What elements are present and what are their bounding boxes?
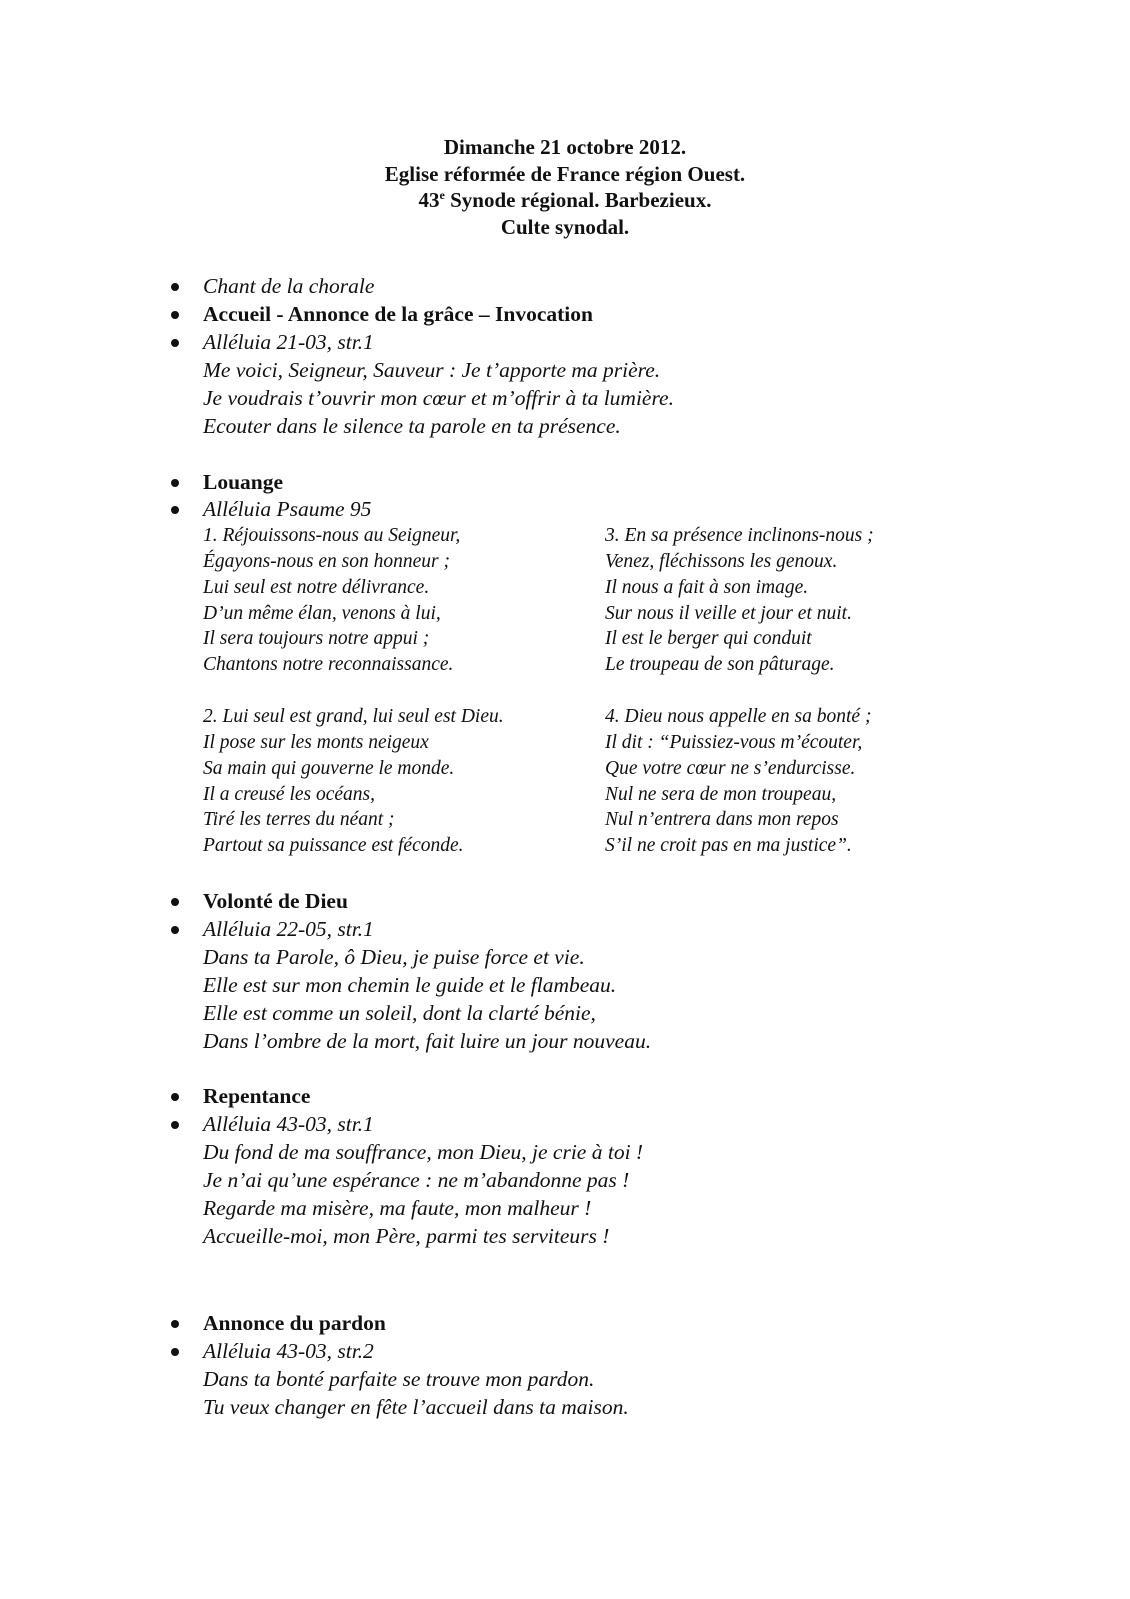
hymn-line: Elle est comme un soleil, dont la clarté bénie, bbox=[203, 1001, 596, 1025]
synod-ordinal-sup: e bbox=[439, 188, 445, 202]
stanza-line: Égayons-nous en son honneur ; bbox=[203, 551, 450, 572]
stanza-line: Le troupeau de son pâturage. bbox=[605, 654, 835, 675]
header-church: Eglise réformée de France région Ouest. bbox=[384, 162, 746, 186]
hymn-line: Ecouter dans le silence ta parole en ta présence. bbox=[203, 414, 621, 438]
section-label: Louange bbox=[203, 470, 284, 494]
bullet-icon bbox=[171, 339, 179, 347]
bullet-icon bbox=[171, 1121, 179, 1129]
synod-number: 43 bbox=[418, 188, 440, 212]
stanza-line: Il a creusé les océans, bbox=[203, 784, 376, 805]
stanza-line: Lui seul est notre délivrance. bbox=[203, 577, 430, 598]
bullet-icon bbox=[171, 898, 179, 906]
hymn-reference: Alléluia Psaume 95 bbox=[203, 497, 372, 521]
hymn-reference: Alléluia 43-03, str.2 bbox=[203, 1339, 374, 1363]
hymn-line: Je n’ai qu’une espérance : ne m’abandonne pas ! bbox=[203, 1168, 630, 1192]
hymn-line: Me voici, Seigneur, Sauveur : Je t’apporte ma prière. bbox=[203, 358, 661, 382]
stanza-line: Il sera toujours notre appui ; bbox=[203, 628, 430, 649]
bullet-icon bbox=[171, 311, 179, 319]
section-label: Repentance bbox=[203, 1084, 311, 1108]
stanza-line: 3. En sa présence inclinons-nous ; bbox=[605, 525, 874, 546]
hymn-line: Dans ta Parole, ô Dieu, je puise force et vie. bbox=[203, 945, 585, 969]
stanza-line: S’il ne croit pas en ma justice”. bbox=[605, 835, 852, 856]
stanza-line: Sur nous il veille et jour et nuit. bbox=[605, 603, 852, 624]
stanza-line: Nul n’entrera dans mon repos bbox=[605, 809, 839, 830]
hymn-line: Du fond de ma souffrance, mon Dieu, je crie à toi ! bbox=[203, 1140, 644, 1164]
hymn-reference: Alléluia 22-05, str.1 bbox=[203, 917, 374, 941]
hymn-line: Je voudrais t’ouvrir mon cœur et m’offrir à ta lumière. bbox=[203, 386, 674, 410]
synod-rest: Synode régional. Barbezieux. bbox=[444, 188, 712, 212]
hymn-line: Regarde ma misère, ma faute, mon malheur ! bbox=[203, 1196, 592, 1220]
stanza-line: 2. Lui seul est grand, lui seul est Dieu. bbox=[203, 706, 504, 727]
hymn-line: Dans ta bonté parfaite se trouve mon pardon. bbox=[203, 1367, 595, 1391]
bullet-icon bbox=[171, 1320, 179, 1328]
header-synod bbox=[0, 187, 1130, 213]
section-label: Chant de la chorale bbox=[203, 274, 375, 298]
stanza-line: Il nous a fait à son image. bbox=[605, 577, 809, 598]
stanza-line: Sa main qui gouverne le monde. bbox=[203, 758, 455, 779]
stanza-line: Venez, fléchissons les genoux. bbox=[605, 551, 838, 572]
section-label: Volonté de Dieu bbox=[203, 889, 348, 913]
stanza-line: Il pose sur les monts neigeux bbox=[203, 732, 429, 753]
stanza-line: 1. Réjouissons-nous au Seigneur, bbox=[203, 525, 461, 546]
header-date: Dimanche 21 octobre 2012. bbox=[443, 135, 687, 159]
stanza-line: Que votre cœur ne s’endurcisse. bbox=[605, 758, 856, 779]
stanza-line: Tiré les terres du néant ; bbox=[203, 809, 395, 830]
bullet-icon bbox=[171, 1093, 179, 1101]
bullet-icon bbox=[171, 506, 179, 514]
bullet-icon bbox=[171, 479, 179, 487]
stanza-line: Il dit : “Puissiez-vous m’écouter, bbox=[605, 732, 863, 753]
hymn-reference: Alléluia 43-03, str.1 bbox=[203, 1112, 374, 1136]
hymn-line: Dans l’ombre de la mort, fait luire un jour nouveau. bbox=[203, 1029, 652, 1053]
stanza-line: Partout sa puissance est féconde. bbox=[203, 835, 464, 856]
stanza-line: Chantons notre reconnaissance. bbox=[203, 654, 454, 675]
section-label: Annonce du pardon bbox=[203, 1311, 386, 1335]
section-label: Accueil - Annonce de la grâce – Invocation bbox=[203, 302, 593, 326]
header-service: Culte synodal. bbox=[500, 215, 630, 239]
hymn-line: Elle est sur mon chemin le guide et le flambeau. bbox=[203, 973, 617, 997]
bullet-icon bbox=[171, 926, 179, 934]
stanza-line: D’un même élan, venons à lui, bbox=[203, 603, 441, 624]
bullet-icon bbox=[171, 283, 179, 291]
hymn-line: Tu veux changer en fête l’accueil dans ta maison. bbox=[203, 1395, 629, 1419]
stanza-line: Nul ne sera de mon troupeau, bbox=[605, 784, 837, 805]
hymn-line: Accueille-moi, mon Père, parmi tes serviteurs ! bbox=[203, 1224, 610, 1248]
stanza-line: 4. Dieu nous appelle en sa bonté ; bbox=[605, 706, 872, 727]
stanza-line: Il est le berger qui conduit bbox=[605, 628, 812, 649]
hymn-reference: Alléluia 21-03, str.1 bbox=[203, 330, 374, 354]
bullet-icon bbox=[171, 1348, 179, 1356]
